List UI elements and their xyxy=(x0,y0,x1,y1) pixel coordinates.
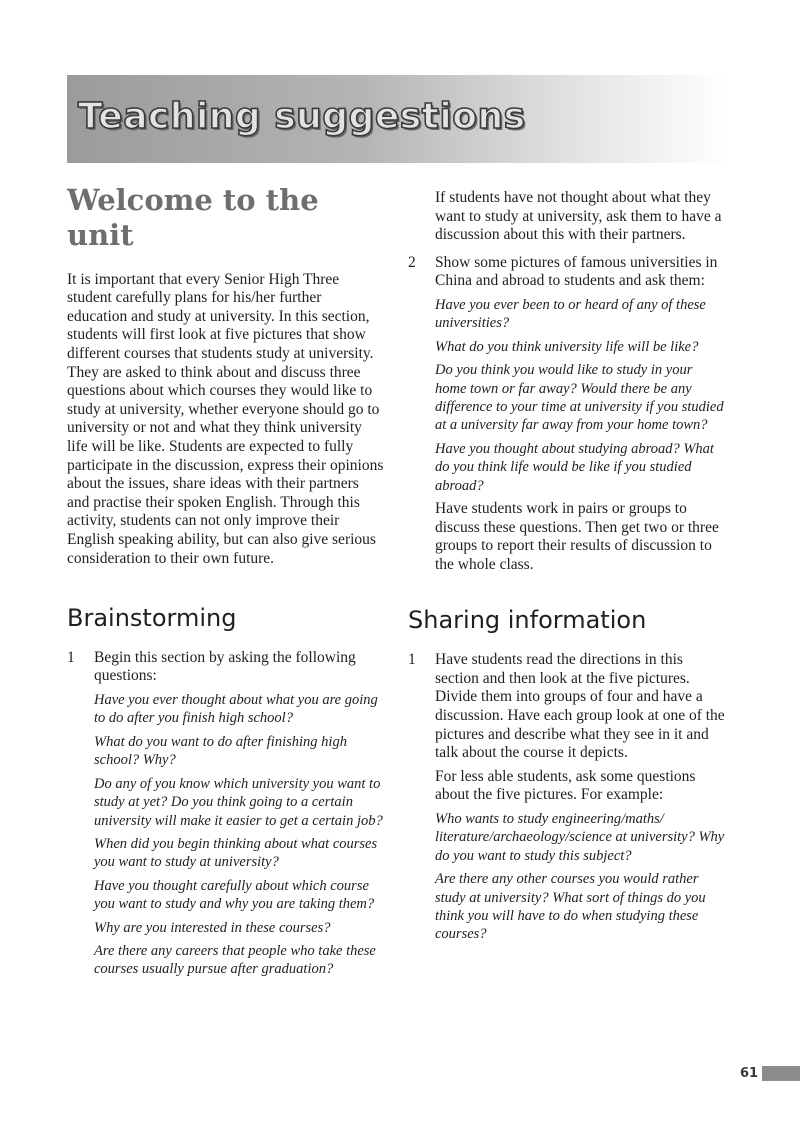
continued-paragraph: If students have not thought about what they want to study at university, ask them to have a discussion about this with their partners. xyxy=(435,189,722,244)
question: Do you think you would like to study in your home town or far away? Would there be any difference to your time at university if you studied at a university far away from your home town? xyxy=(435,362,724,434)
question: Who wants to study engineering/maths/ literature/archaeology/science at university? Why do you want to study this subject? xyxy=(435,810,725,864)
page-number-bar xyxy=(762,1066,800,1081)
item-intro: Begin this section by asking the following questions: xyxy=(94,648,356,685)
question: Have you thought about studying abroad? What do you think life would be like if you studied abroad? xyxy=(435,440,714,494)
question: Are there any careers that people who take these courses usually pursue after graduation? xyxy=(94,942,376,978)
question: Why are you interested in these courses? xyxy=(94,919,331,936)
page-number: 61 xyxy=(740,1066,759,1081)
question: Are there any other courses you would rather study at university? What sort of things do you think you will have to do when studying these courses? xyxy=(435,871,706,943)
page-title: Teaching suggestions xyxy=(78,96,526,137)
question: Have you ever thought about what you are going to do after you finish high school? xyxy=(94,692,378,727)
question: Do any of you know which university you want to study at yet? Do you think going to a certain university will make it easier to get a certain job? xyxy=(94,775,383,829)
item-number: 2 xyxy=(408,253,416,271)
question: When did you begin thinking about what courses you want to study at university? xyxy=(94,835,378,871)
brainstorming-item-2 xyxy=(408,254,726,575)
welcome-heading: Welcome to the unit xyxy=(67,183,319,252)
question: What do you want to do after finishing high school? Why? xyxy=(94,733,347,769)
welcome-paragraph: It is important that every Senior High Three student carefully plans for his/her further education and study at university. In this section, students will first look at five pictures that show different courses that students study at university. They are asked to think about and discuss three questions about which courses they would like to study at university, whether everyone should go to university or not and what they think university life will be like. Students are expected to fully participate in the discussion, express their opinions about the issues, share ideas with their partners and practise their spoken English. Through this activity, students can not only improve their English speaking ability, but can also give serious consideration to their own future. xyxy=(67,270,384,567)
item-number: 1 xyxy=(408,651,416,669)
item-outro: Have students work in pairs or groups to discuss these questions. Then get two or three groups to report their results of discussion to the whole class. xyxy=(435,500,719,573)
item-paragraph: For less able students, ask some questions about the five pictures. For example: xyxy=(435,767,696,804)
item-number: 1 xyxy=(67,648,75,666)
question: Have you ever been to or heard of any of these universities? xyxy=(435,296,706,332)
left-column xyxy=(67,183,385,984)
brainstorming-item-1 xyxy=(67,649,385,979)
right-column xyxy=(408,189,726,949)
item-intro: Show some pictures of famous universities in China and abroad to students and ask them: xyxy=(435,253,718,290)
brainstorming-heading: Brainstorming xyxy=(67,604,237,633)
question: Have you thought carefully about which course you want to study and why you are taking them? xyxy=(94,877,375,913)
sharing-heading: Sharing information xyxy=(408,606,647,635)
sharing-item-1 xyxy=(408,651,726,944)
question: What do you think university life will be like? xyxy=(435,338,699,355)
item-intro: Have students read the directions in this section and then look at the five pictures. Divide them into groups of four and have a discussion. Have each group look at one of the pictures and describe what they see in it and talk about the course it depicts. xyxy=(435,651,725,762)
brainstorming-item-1-continued xyxy=(408,189,726,245)
